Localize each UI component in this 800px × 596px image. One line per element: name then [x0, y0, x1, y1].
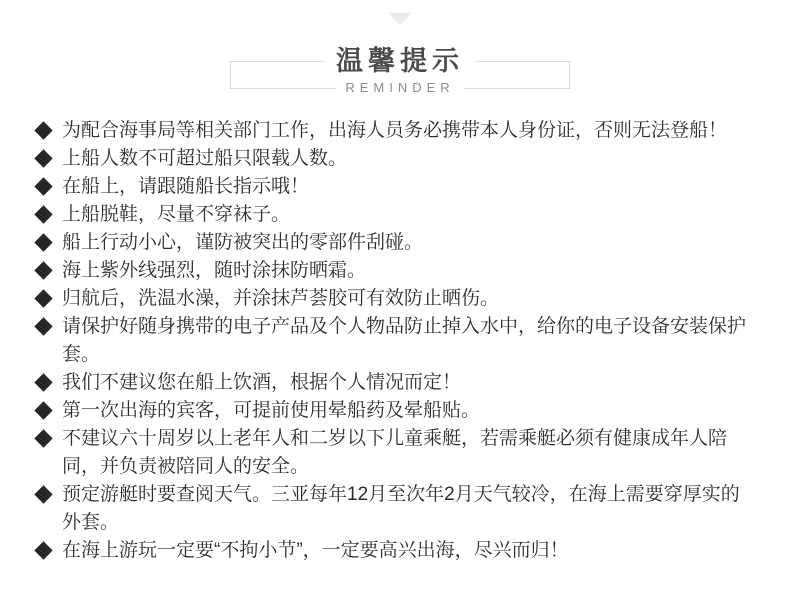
- reminder-text: 为配合海事局等相关部门工作，出海人员务必携带本人身份证，否则无法登船！: [62, 120, 728, 141]
- reminder-text: 船上行动小心，谨防被突出的零部件刮碰。: [62, 232, 424, 253]
- page-title: 温馨提示: [324, 47, 476, 77]
- diamond-bullet-icon: [34, 429, 52, 447]
- reminder-item: [34, 257, 758, 285]
- diamond-bullet-icon: [34, 541, 52, 559]
- header-box: [230, 46, 570, 96]
- reminder-text: 海上紫外线强烈，随时涂抹防晒霜。: [62, 260, 367, 281]
- reminder-item: [34, 201, 758, 229]
- diamond-bullet-icon: [34, 177, 52, 195]
- reminder-text: 我们不建议您在船上饮酒，根据个人情况而定！: [62, 372, 462, 393]
- diamond-bullet-icon: [34, 233, 52, 251]
- diamond-bullet-icon: [34, 401, 52, 419]
- diamond-bullet-icon: [34, 289, 52, 307]
- diamond-bullet-icon: [34, 149, 52, 167]
- reminder-item: [34, 537, 758, 565]
- reminder-text: 在船上，请跟随船长指示哦！: [62, 176, 310, 197]
- reminder-text: 归航后，洗温水澡，并涂抹芦荟胶可有效防止晒伤。: [62, 288, 500, 309]
- down-triangle-icon: [388, 13, 412, 25]
- reminder-item: [34, 117, 758, 145]
- reminder-item: [34, 285, 758, 313]
- reminder-text: 预定游艇时要查阅天气。三亚每年12月至次年2月天气较冷，在海上需要穿厚实的外套。: [62, 484, 740, 533]
- reminder-text: 上船脱鞋，尽量不穿袜子。: [62, 204, 291, 225]
- reminder-item: [34, 481, 758, 537]
- reminder-item: [34, 425, 758, 481]
- reminder-item: [34, 313, 758, 369]
- reminder-text: 上船人数不可超过船只限载人数。: [62, 148, 348, 169]
- reminder-item: [34, 145, 758, 173]
- diamond-bullet-icon: [34, 373, 52, 391]
- reminder-item: [34, 397, 758, 425]
- diamond-bullet-icon: [34, 485, 52, 503]
- reminder-list: [0, 117, 800, 565]
- reminder-item: [34, 229, 758, 257]
- reminder-text: 请保护好随身携带的电子产品及个人物品防止掉入水中，给你的电子设备安装保护套。: [62, 316, 747, 365]
- reminder-text: 在海上游玩一定要“不拘小节”，一定要高兴出海，尽兴而归！: [62, 540, 569, 561]
- diamond-bullet-icon: [34, 317, 52, 335]
- diamond-bullet-icon: [34, 121, 52, 139]
- reminder-item: [34, 173, 758, 201]
- diamond-bullet-icon: [34, 261, 52, 279]
- reminder-text: 不建议六十周岁以上老年人和二岁以下儿童乘艇，若需乘艇必须有健康成年人陪同，并负责被陪同人的安全。: [62, 428, 728, 477]
- reminder-item: [34, 369, 758, 397]
- reminder-text: 第一次出海的宾客，可提前使用晕船药及晕船贴。: [62, 400, 481, 421]
- diamond-bullet-icon: [34, 205, 52, 223]
- page-subtitle: REMINDER: [335, 80, 464, 96]
